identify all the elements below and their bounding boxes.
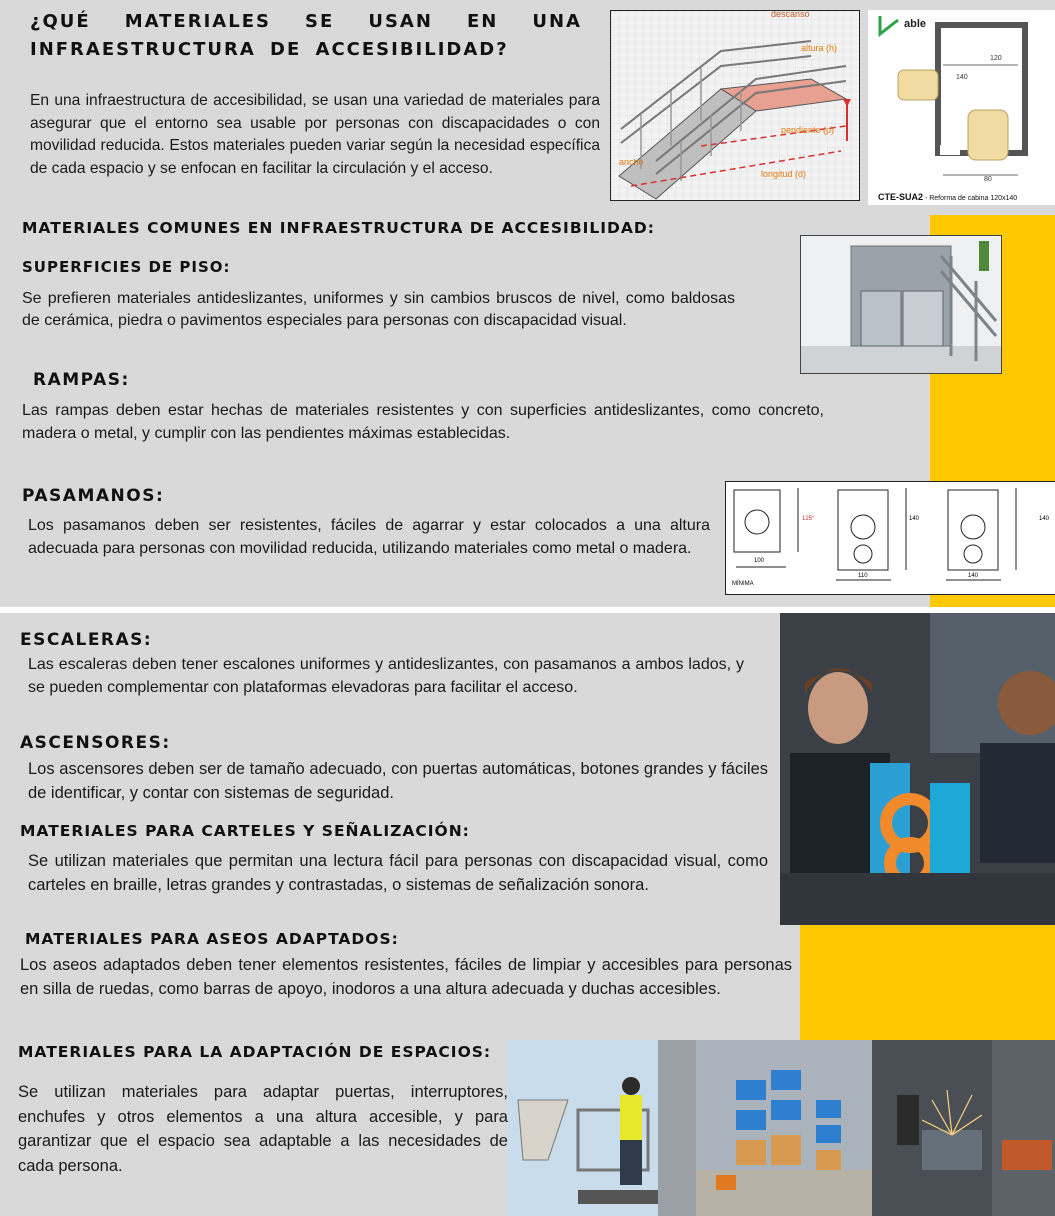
ramp-diagram-image	[610, 10, 860, 201]
cabin-caption	[878, 192, 1017, 202]
restrooms-body: Los aseos adaptados deben tener elementos resistentes, fáciles de limpiar y accesibles para personas en silla de ruedas, como barras de apoyo, inodoros a una altura adecuada y duchas accesibles.	[20, 956, 792, 998]
floors-body: Se prefieren materiales antideslizantes, uniformes y sin cambios bruscos de nivel, como baldosas de cerámica, piedra o pavimentos especiales para personas con discapacidad visual.	[22, 290, 735, 329]
aerial-lift-worker-photo	[508, 1040, 696, 1216]
cabin-logo: able	[904, 18, 927, 30]
ramp-label-ancho: ancho	[619, 157, 644, 167]
section-common-title: MATERIALES COMUNES EN INFRAESTRUCTURA DE ACCESIBILIDAD:	[22, 219, 655, 237]
welding-drawing	[872, 1040, 1055, 1216]
ramp-illustration	[611, 11, 859, 200]
stairs-title: ESCALERAS:	[20, 630, 153, 650]
handrails-title: PASAMANOS:	[22, 486, 165, 506]
platform-lift-photo	[800, 235, 1002, 374]
wheelchair-turning-drawing	[726, 482, 1055, 594]
spaces-body: Se utilizan materiales para adaptar puertas, interruptores, enchufes y otros elementos a una altura accesible, y para garantizar que el espacio sea adaptable a las necesidades de cada persona.	[18, 1083, 508, 1175]
welding-photo	[872, 1040, 1055, 1216]
handrails-body: Los pasamanos deben ser resistentes, fáciles de agarrar y estar colocados a una altura adecuada para personas con movilidad reducida, utilizando materiales como metal o madera.	[28, 517, 710, 557]
intro-body: En una infraestructura de accesibilidad, se usan una variedad de materiales para asegurar que el entorno sea usable por personas con discapacidades o con movilidad reducida. Estos materiales pueden variar según la necesidad específica de cada espacio y se enfocan en facilitar la circulación y el acceso.	[30, 92, 600, 177]
cabin-dim-120: 120	[990, 55, 1002, 62]
ramps-body: Las rampas deben estar hechas de materiales resistentes y con superficies antideslizantes, como concreto, madera o metal, y cumplir con las pendientes máximas establecidas.	[22, 402, 824, 442]
cabin-plan-drawing	[868, 10, 1055, 205]
engineering-students-photo	[780, 613, 1055, 925]
panel-bottom	[0, 613, 1055, 1216]
engineering-students-drawing	[780, 613, 1055, 925]
wc-label-140-a: 140	[909, 516, 920, 522]
warehouse-photo	[696, 1040, 872, 1216]
ramp-label-altura: altura (h)	[801, 43, 838, 53]
panel-top	[0, 0, 1055, 607]
wc-label-110: 110	[858, 573, 868, 579]
cabin-caption-code: CTE-SUA2	[878, 192, 924, 202]
cabin-plan-image	[868, 10, 1055, 205]
wc-label-140-c: 140	[968, 573, 979, 579]
signage-title: MATERIALES PARA CARTELES Y SEÑALIZACIÓN:	[20, 822, 470, 840]
warehouse-drawing	[696, 1040, 872, 1216]
wc-label-100: 100	[754, 558, 765, 564]
wc-label-angle: 125°	[802, 516, 815, 522]
wc-label-140-b: 140	[1039, 516, 1050, 522]
ramps-title: RAMPAS:	[33, 370, 130, 390]
stairs-body: Las escaleras deben tener escalones uniformes y antideslizantes, con pasamanos a ambos lados, y se pueden complementar con plataformas elevadoras para facilitar el acceso.	[28, 656, 744, 696]
cabin-dim-80: 80	[984, 176, 992, 183]
aerial-lift-drawing	[508, 1040, 696, 1216]
ramp-label-descanso: descanso	[771, 10, 810, 19]
cabin-caption-text: - Reforma de cabina 120x140	[923, 195, 1018, 202]
wc-label-minima: MÍNIMA	[732, 581, 754, 587]
spaces-title: MATERIALES PARA LA ADAPTACIÓN DE ESPACIOS:	[18, 1043, 492, 1061]
elevators-title: ASCENSORES:	[20, 733, 171, 753]
intro-title: ¿QUÉ MATERIALES SE USAN EN UNA INFRAESTRUCTURA DE ACCESIBILIDAD?	[30, 11, 582, 60]
ramp-label-longitud: longitud (d)	[761, 169, 807, 179]
elevators-body: Los ascensores deben ser de tamaño adecuado, con puertas automáticas, botones grandes y fáciles de identificar, y contar con sistemas de seguridad.	[28, 760, 768, 802]
cabin-dim-140: 140	[956, 74, 968, 81]
floors-title: SUPERFICIES DE PISO:	[22, 258, 231, 276]
ramp-label-pendiente: pendiente (p)	[781, 125, 835, 135]
signage-body: Se utilizan materiales que permitan una lectura fácil para personas con discapacidad visual, como carteles en braille, letras grandes y contrastadas, o sistemas de señalización sonora.	[28, 852, 768, 894]
restrooms-title: MATERIALES PARA ASEOS ADAPTADOS:	[25, 930, 399, 948]
platform-lift-drawing	[801, 236, 1001, 373]
accent-bar-bottom	[800, 923, 1055, 1041]
wheelchair-turning-diagram	[725, 481, 1055, 595]
